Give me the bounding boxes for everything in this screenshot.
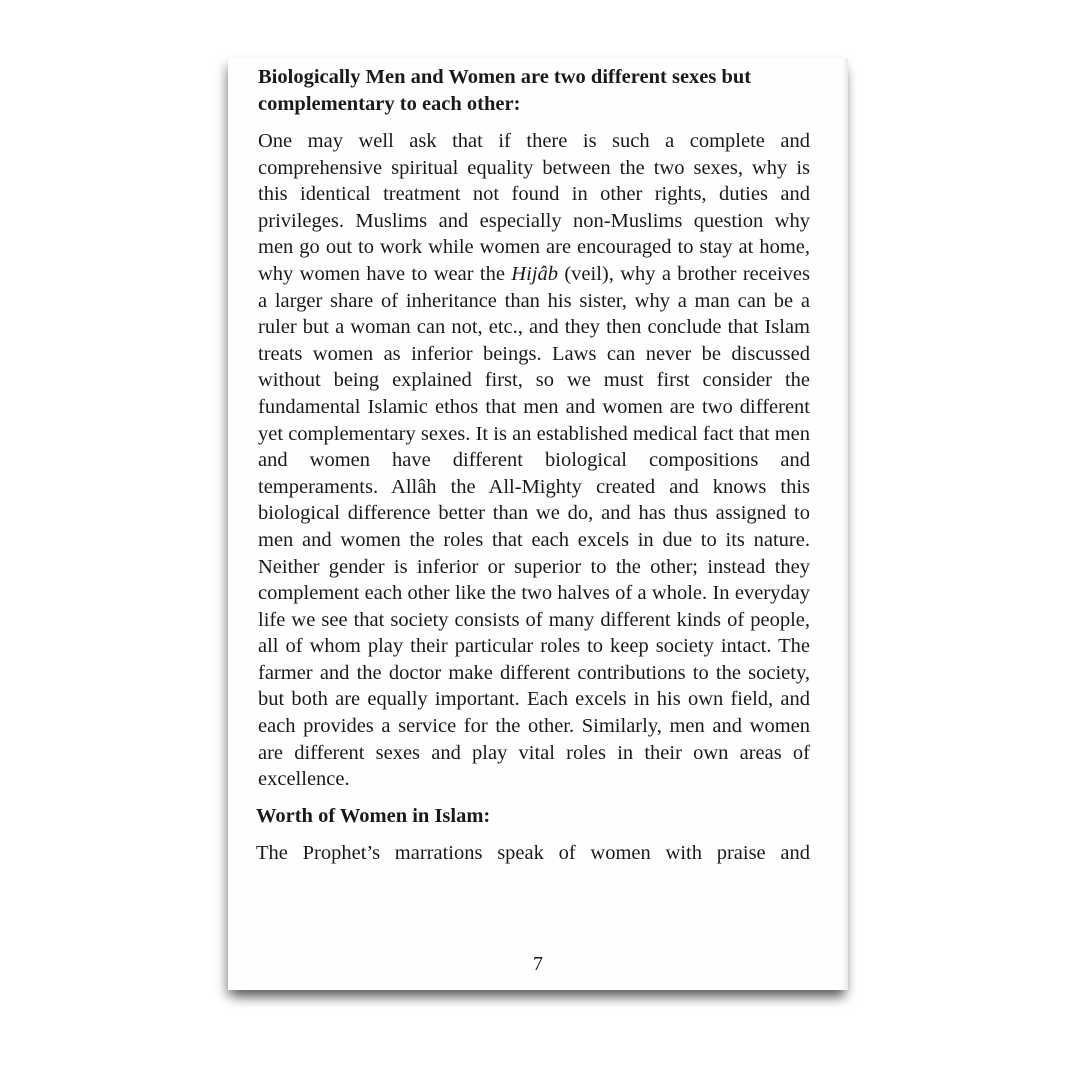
paragraph-text-part-1: One may well ask that if there is such a complete and comprehensive spiritual equality between the two sexes, why is this identical treatment not found in other rights, duties and privileges. Muslims and especially non-Muslims question why men go out to work while women are encouraged to stay at home, why women have to wear the xyxy=(258,130,810,285)
body-paragraph-worth: The Prophet’s marrations speak of women with praise and xyxy=(256,841,810,864)
paragraph-text-part-2: (veil), why a brother receives a larger share of inheritance than his sister, why a man can be a ruler but a woman can not, etc., and they then conclude that Islam treats women as inferior beings. Laws can never be discussed without being explained first, so we must first consider the fundamental Islamic ethos that men and women are two different yet complementary sexes. It is an established medical fact that men and women have different biological compositions and temperaments. Allâh the All-Mighty created and knows this biological difference better than we do, and has thus assigned to men and women the roles that each excels in due to its nature. Neither gender is inferior or superior to the other; instead they complement each other like the two halves of a whole. In everyday life we see that society consists of many different kinds of people, all of whom play their particular roles to keep society intact. The farmer and the doctor make different contributions to the society, but both are equally important. Each excels in his own field, and each provides a service for the other. Similarly, men and women are different sexes and play vital roles in their own areas of excellence. xyxy=(258,262,811,791)
hijab-italic-term: Hijâb xyxy=(511,262,558,285)
page-number: 7 xyxy=(533,953,543,975)
page-content xyxy=(258,64,810,866)
book-page xyxy=(228,58,848,990)
body-paragraph-complementary xyxy=(258,128,810,793)
section-heading-worth: Worth of Women in Islam: xyxy=(256,804,491,827)
section-heading-biology: Biologically Men and Women are two different sexes but complementary to each other: xyxy=(258,66,752,115)
